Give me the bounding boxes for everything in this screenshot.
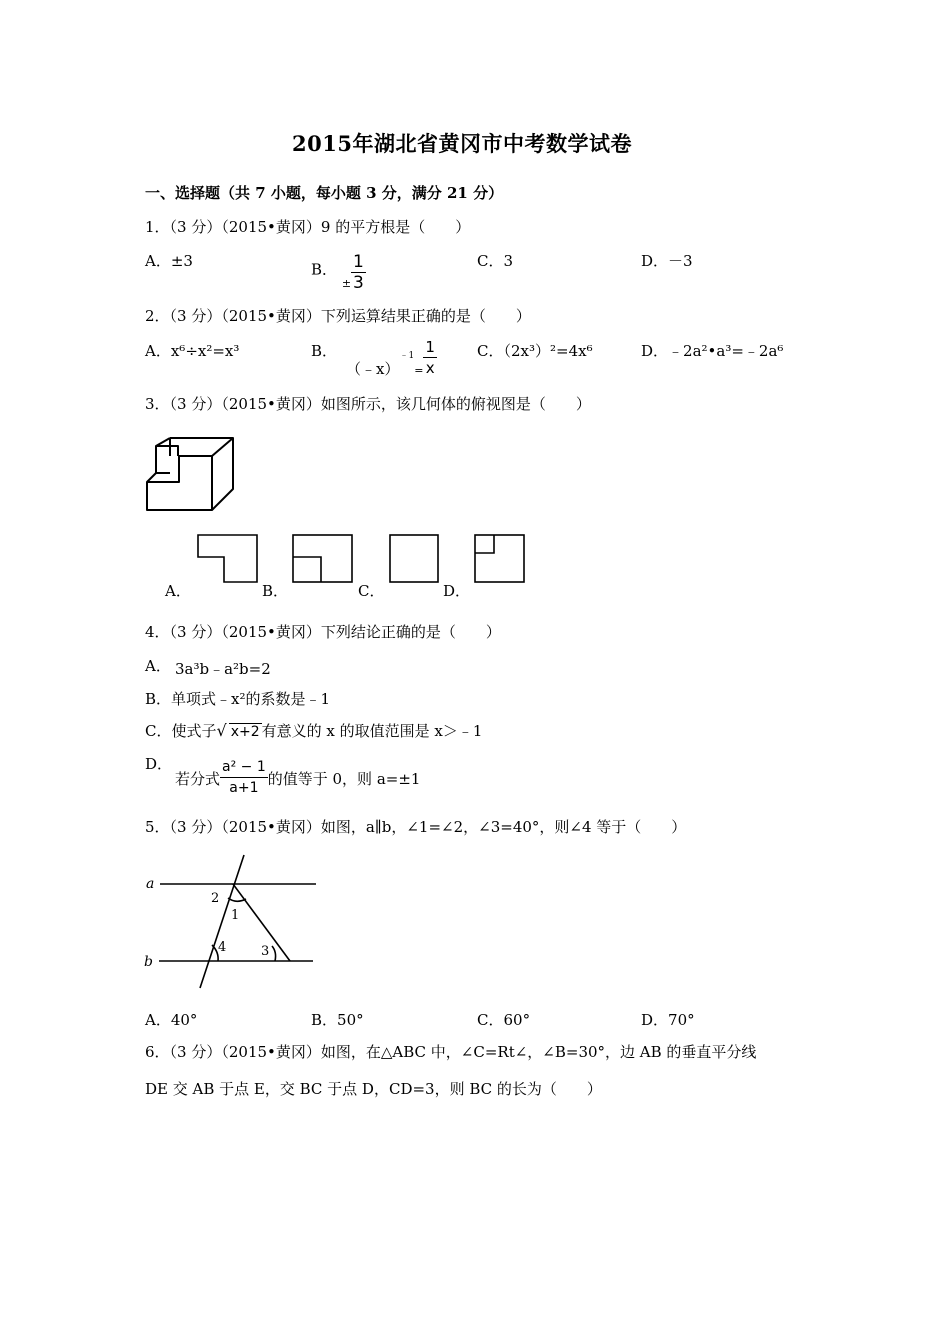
q1-stem: 1．（3 分）（2015•黄冈）9 的平方根是（ ）	[145, 218, 471, 236]
q5-label-3: 3	[261, 944, 270, 959]
q4-option-d-expr: 若分式 $\frac{\text{a² − 1}}{a+1}$ 的值等于 0，则 a=±1	[175, 759, 421, 796]
q2-option-a: A．x⁶÷x²=x³	[145, 342, 240, 360]
q4-option-b: B．单项式﹣x²的系数是﹣1	[145, 690, 331, 708]
q1-option-d: D．－3	[641, 252, 693, 270]
q5-label-4: 4	[218, 940, 227, 955]
q1-option-c: C．3	[477, 252, 514, 270]
q3-stem: 3．（3 分）（2015•黄冈）如图所示，该几何体的俯视图是（ ）	[145, 395, 591, 413]
q2-option-c: C．（2x³）²=4x⁶	[477, 342, 593, 360]
q2-stem: 2．（3 分）（2015•黄冈）下列运算结果正确的是（ ）	[145, 307, 531, 325]
q5-option-d: D．70°	[641, 1011, 695, 1029]
q5-stem: 5．（3 分）（2015•黄冈）如图，a∥b，∠1=∠2，∠3=40°，则∠4 等于（ ）	[145, 818, 687, 836]
q3-option-a: A．	[165, 582, 191, 600]
page-title: 2015年湖北省黄冈市中考数学试卷	[292, 131, 632, 156]
q3-option-c: C．	[358, 582, 385, 600]
q4-option-c: C．使式子√ x+2 有意义的 x 的取值范围是 x＞﹣1	[145, 721, 483, 740]
q5-label-1: 1	[231, 908, 240, 923]
section-heading: 一、选择题（共 7 小题，每小题 3 分，满分 21 分）	[145, 184, 504, 202]
q2-option-d: D．﹣2a²•a³=﹣2a⁶	[641, 342, 784, 360]
q2-option-b: B．	[311, 342, 338, 360]
q5-label-a: a	[146, 876, 155, 892]
q6-stem-line1: 6．（3 分）（2015•黄冈）如图，在△ABC 中，∠C=Rt∠，∠B=30°，边 AB 的垂直平分线	[145, 1043, 757, 1061]
q5-label-b: b	[144, 954, 153, 970]
q1-option-a: A．±3	[145, 252, 193, 270]
q5-option-b: B．50°	[311, 1011, 364, 1029]
q4-option-a-label: A．	[145, 657, 171, 675]
q2-option-b-expr: （﹣x）$^{﹣1}_=$ $\frac{1}{x}$	[346, 338, 435, 378]
q1-option-b: B． $_\pm$ $\frac{1}{3}$	[311, 252, 364, 293]
q4-option-d-label: D．	[145, 755, 173, 773]
q3-option-b: B．	[262, 582, 289, 600]
q5-option-c: C．60°	[477, 1011, 531, 1029]
q4-option-a-expr: 3a³b﹣a²b=2	[175, 660, 271, 678]
q3-option-d: D．	[443, 582, 471, 600]
q6-stem-line2: DE 交 AB 于点 E，交 BC 于点 D，CD=3，则 BC 的长为（ ）	[145, 1080, 602, 1098]
q5-option-a: A．40°	[145, 1011, 198, 1029]
q5-label-2: 2	[211, 891, 220, 906]
q4-stem: 4．（3 分）（2015•黄冈）下列结论正确的是（ ）	[145, 623, 501, 641]
